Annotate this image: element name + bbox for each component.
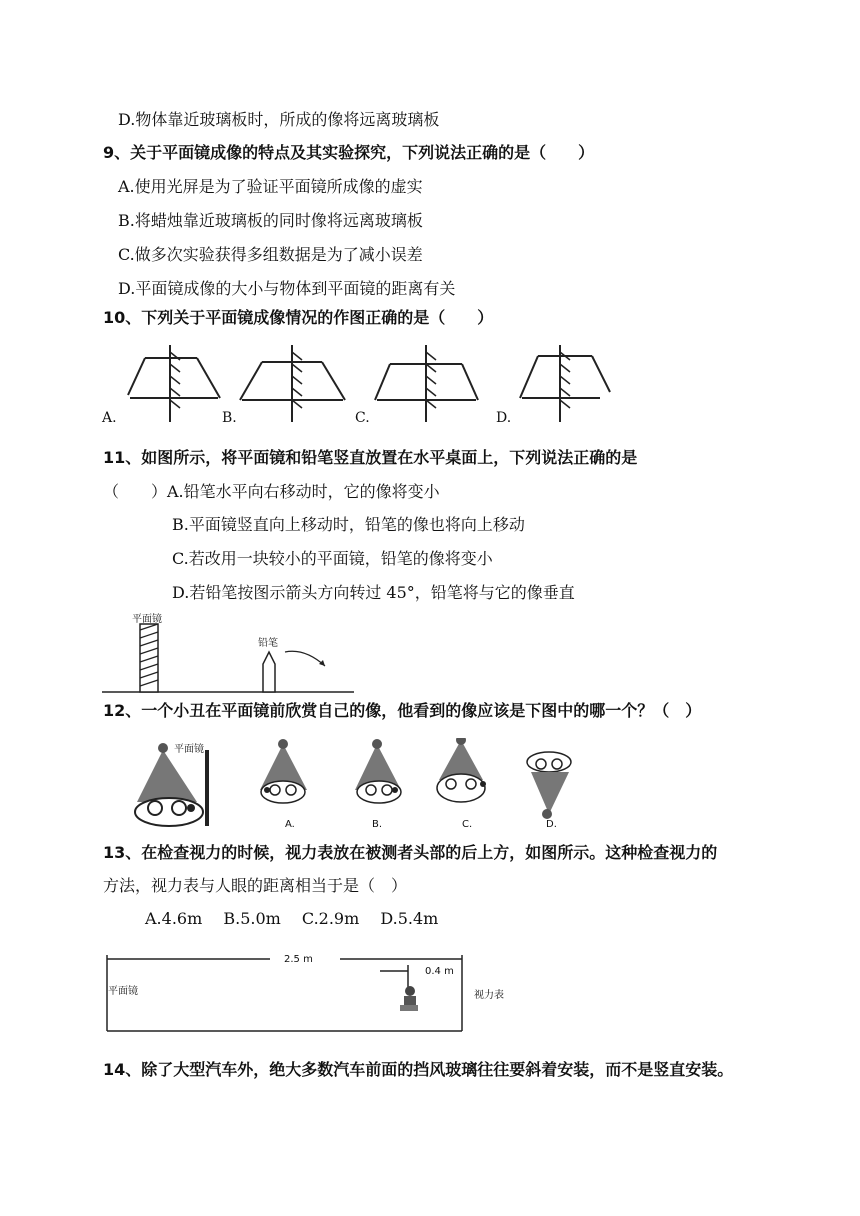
q9-stem: 9、关于平面镜成像的特点及其实验探究，下列说法正确的是（ ） xyxy=(103,143,595,162)
q11-stem: 11、如图所示，将平面镜和铅笔竖直放置在水平桌面上，下列说法正确的是 xyxy=(103,448,638,467)
q12-option-d-clown xyxy=(527,752,571,819)
q12-stem: 12、一个小丑在平面镜前欣赏自己的像，他看到的像应该是下图中的哪一个？（ ） xyxy=(103,701,702,720)
q10-label-b: B. xyxy=(222,410,237,426)
q12-label-a: A. xyxy=(285,819,295,830)
q12-option-a-clown xyxy=(260,739,307,803)
q10-figure xyxy=(100,340,660,430)
q9-option-d: D.平面镜成像的大小与物体到平面镜的距离有关 xyxy=(118,279,456,298)
q13-dist-small: 0.4 m xyxy=(425,966,454,977)
q14-stem: 14、除了大型汽车外，绝大多数汽车前面的挡风玻璃往往要斜着安装，而不是竖直安装。 xyxy=(103,1060,734,1079)
q12-label-d: D. xyxy=(546,819,557,830)
q11-option-b: B.平面镜竖直向上移动时，铅笔的像也将向上移动 xyxy=(172,515,525,534)
q9-option-a: A.使用光屏是为了验证平面镜所成像的虚实 xyxy=(118,177,423,196)
q13-person-icon xyxy=(400,986,418,1011)
q9-option-b: B.将蜡烛靠近玻璃板的同时像将远离玻璃板 xyxy=(118,211,423,230)
q12-option-b-clown xyxy=(355,739,401,803)
q11-pencil-label: 铅笔 xyxy=(258,638,278,649)
q11-option-a: （ ）A.铅笔水平向右移动时，它的像将变小 xyxy=(103,482,440,501)
q13-dist-total: 2.5 m xyxy=(284,954,313,965)
q10-label-d: D. xyxy=(496,410,512,426)
q9-option-c: C.做多次实验获得多组数据是为了减小误差 xyxy=(118,245,423,264)
q8-option-d: D.物体靠近玻璃板时，所成的像将远离玻璃板 xyxy=(118,110,440,129)
q13-stem-cont: 方法，视力表与人眼的距离相当于是（ ） xyxy=(103,876,408,895)
q10-label-a: A. xyxy=(102,410,117,426)
q11-option-d: D.若铅笔按图示箭头方向转过 45°，铅笔将与它的像垂直 xyxy=(172,583,575,602)
q11-option-c: C.若改用一块较小的平面镜，铅笔的像将变小 xyxy=(172,549,493,568)
q13-mirror-label: 平面镜 xyxy=(108,986,138,997)
q12-label-c: C. xyxy=(462,819,473,830)
q10-label-c: C. xyxy=(355,410,370,426)
q11-mirror-label: 平面镜 xyxy=(132,614,162,625)
q12-option-c-clown xyxy=(437,738,486,802)
q13-chart-label: 视力表 xyxy=(474,990,504,1001)
q13-stem: 13、在检查视力的时候，视力表放在被测者头部的后上方，如图所示。这种检查视力的 xyxy=(103,843,718,862)
q13-options: A.4.6m B.5.0m C.2.9m D.5.4m xyxy=(145,909,439,928)
q12-label-b: B. xyxy=(372,819,383,830)
q10-stem: 10、下列关于平面镜成像情况的作图正确的是（ ） xyxy=(103,308,494,327)
q12-mirror-label: 平面镜 xyxy=(174,744,204,755)
